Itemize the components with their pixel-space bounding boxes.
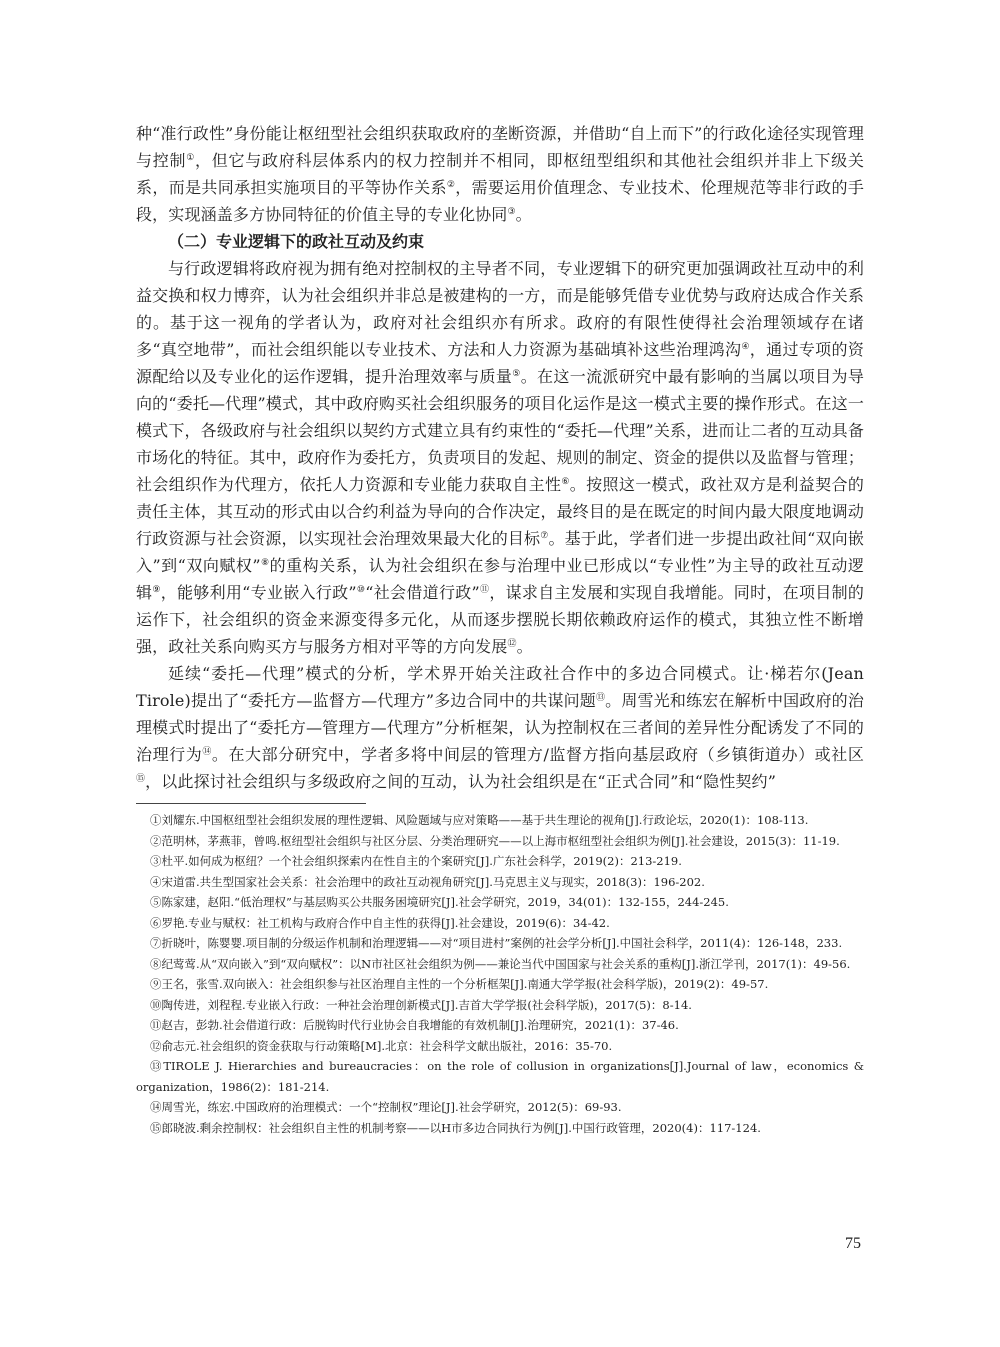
- text-span: “社会借道行政”: [365, 583, 480, 602]
- footnote-ref[interactable]: ⑬: [595, 693, 606, 703]
- paragraph-3: [136, 660, 864, 795]
- footnote-divider: [136, 803, 366, 804]
- footnote: ⑮郎晓波.剩余控制权：社会组织自主性的机制考察——以H市多边合同执行为例[J].中国行政管理，2020(4)：117-124.: [150, 1120, 761, 1135]
- text-span: 与行政逻辑将政府视为拥有绝对控制权的主导者不同，专业逻辑下的研究更加强调政社互动中的利益交换和权力博弈，认为社会组织并非总是被建构的一方，而是能够凭借专业优势与政府达成合作关系的。基于这一视角的学者认为，政府对社会组织亦有所求。政府的有限性使得社会治理领域存在诸多“真空地带”，而社会组织能以专业技术、方法和人力资源为基础填补这些治理鸿沟: [136, 259, 864, 359]
- text-span: ，谋求自主发展和实现自我增能。同时，在项目制的运作下，社会组织的资金来源变得多元化，从而逐步摆脱长期依赖政府运作的模式，其独立性不断增强，政社关系向购买方与服务方相对平等的方向发展: [136, 583, 865, 656]
- footnote-ref[interactable]: ②: [446, 180, 456, 190]
- footnote-ref[interactable]: ⑫: [507, 639, 517, 649]
- footnote-ref[interactable]: ①: [186, 153, 196, 163]
- footnote: ⑬TIROLE J. Hierarchies and bureaucracies：on the role of collusion in organizations[J].Journal of law，economics & organization，1986(2)：181-214.: [136, 1059, 864, 1094]
- text-span: 。: [516, 637, 533, 656]
- footnote-ref[interactable]: ⑦: [540, 531, 549, 541]
- footnote: ⑧纪莺莺.从“双向嵌入”到“双向赋权”：以N市社区社会组织为例——兼论当代中国国家与社会关系的重构[J].浙江学刊，2017(1)：49-56.: [150, 956, 851, 971]
- footnote: ⑦折晓叶，陈婴婴.项目制的分级运作机制和治理逻辑——对“项目进村”案例的社会学分析[J].中国社会科学，2011(4)：126-148，233.: [150, 936, 843, 950]
- footnote-ref[interactable]: ③: [507, 207, 516, 217]
- footnote: ②范明林，茅燕菲，曾鸣.枢纽型社会组织与社区分层、分类治理研究——以上海市枢纽型社会组织为例[J].社会建设，2015(3)：11-19.: [150, 833, 840, 848]
- footnote: ⑭周雪光，练宏.中国政府的治理模式：一个“控制权”理论[J].社会学研究，2012(5)：69-93.: [150, 1100, 622, 1114]
- paragraph-1: [136, 120, 864, 228]
- footnote-ref[interactable]: ⑧: [260, 558, 270, 568]
- paragraph-2: [136, 255, 864, 660]
- page-number: 75: [845, 1235, 861, 1252]
- footnote-ref[interactable]: ⑤: [512, 369, 521, 379]
- text-span: 。在这一流派研究中最有影响的当属以项目为导向的“委托—代理”模式，其中政府购买社会组织服务的项目化运作是这一模式主要的操作形式。在这一模式下，各级政府与社会组织以契约方式建立具有约束性的“委托—代理”关系，进而让二者的互动具备市场化的特征。其中，政府作为委托方，负责项目的发起、规则的制定、资金的提供以及监督与管理；社会组织作为代理方，依托人力资源和专业能力获取自主性: [136, 367, 865, 494]
- footnote: ⑤陈家建，赵阳.“低治理权”与基层购买公共服务困境研究[J].社会学研究，2019，34(01)：132-155，244-245.: [150, 895, 729, 909]
- footnote-ref[interactable]: ⑪: [479, 585, 490, 595]
- footnote-ref[interactable]: ⑮: [136, 774, 146, 784]
- text-span: 延续“委托—代理”模式的分析，学术界开始关注政社合作中的多边合同模式。让·梯若尔(Jean Tirole)提出了“委托方—监督方—代理方”多边合同中的共谋问题: [136, 664, 864, 710]
- footnote: ⑩陶传进，刘程程.专业嵌入行政：一种社会治理创新模式[J].吉首大学学报(社会科学版)，2017(5)：8-14.: [150, 997, 692, 1012]
- content-area: [136, 120, 864, 1138]
- footnote-ref[interactable]: ⑩: [356, 585, 366, 595]
- footnote: ③杜平.如何成为枢纽？一个社会组织探索内在性自主的个案研究[J].广东社会科学，2019(2)：213-219.: [150, 854, 682, 868]
- text-span: ，能够利用“专业嵌入行政”: [160, 583, 357, 602]
- footnote: ⑫俞志元.社会组织的资金获取与行动策略[M].北京：社会科学文献出版社，2016：35-70.: [150, 1038, 613, 1053]
- footnote: ⑥罗艳.专业与赋权：社工机构与政府合作中自主性的获得[J].社会建设，2019(6)：34-42.: [150, 915, 610, 930]
- footnote-ref[interactable]: ④: [741, 342, 750, 352]
- footnotes: [136, 810, 864, 1138]
- footnote: ①刘耀东.中国枢纽型社会组织发展的理性逻辑、风险题域与应对策略——基于共生理论的视角[J].行政论坛，2020(1)：108-113.: [150, 813, 809, 827]
- section-heading: （二）专业逻辑下的政社互动及约束: [168, 232, 425, 251]
- footnote-ref[interactable]: ⑭: [202, 747, 212, 757]
- text-span: 。在大部分研究中，学者多将中间层的管理方/监督方指向基层政府（乡镇街道办）或社区: [211, 745, 864, 764]
- footnote: ④宋道雷.共生型国家社会关系：社会治理中的政社互动视角研究[J].马克思主义与现实，2018(3)：196-202.: [150, 874, 705, 889]
- footnote-ref[interactable]: ⑥: [561, 477, 570, 487]
- footnote: ⑨王名，张雪.双向嵌入：社会组织参与社区治理自主性的一个分析框架[J].南通大学学报(社会科学版)，2019(2)：49-57.: [150, 977, 769, 991]
- text-span: 。: [515, 205, 532, 224]
- text-span: 的重构关系，认为社会组织在参与治理中业已形成以“专业性”为主导的政社互动逻辑: [136, 556, 865, 602]
- text-span: ，需要运用价值理念、专业技术、伦理规范等非行政的手段，实现涵盖多方协同特征的价值主导的专业化协同: [136, 178, 864, 224]
- text-span: 。周雪光和练宏在解析中国政府的治理模式时提出了“委托方—管理方—代理方”分析框架，认为控制权在三者间的差异性分配诱发了不同的治理行为: [136, 691, 864, 764]
- text-span: 。基于此，学者们进一步提出政社间“双向嵌入”到“双向赋权”: [136, 529, 864, 575]
- text-span: ，以此探讨社会组织与多级政府之间的互动，认为社会组织是在“正式合同”和“隐性契约”: [145, 772, 777, 791]
- text-span: ，但它与政府科层体系内的权力控制并不相同，即枢纽型组织和其他社会组织并非上下级关系，而是共同承担实施项目的平等协作关系: [136, 151, 864, 197]
- text-span: ，通过专项的资源配给以及专业化的运作逻辑，提升治理效率与质量: [136, 340, 865, 386]
- footnote-ref[interactable]: ⑨: [152, 585, 161, 595]
- text-span: 。按照这一模式，政社双方是利益契合的责任主体，其互动的形式由以合约利益为导向的合作决定，最终目的是在既定的时间内最大限度地调动行政资源与社会资源，以实现社会治理效果最大化的目标: [136, 475, 865, 548]
- footnote: ⑪赵吉，彭勃.社会借道行政：后脱钩时代行业协会自我增能的有效机制[J].治理研究，2021(1)：37-46.: [150, 1018, 679, 1032]
- text-span: 种“准行政性”身份能让枢纽型社会组织获取政府的垄断资源，并借助“自上而下”的行政化途径实现管理与控制: [136, 124, 864, 170]
